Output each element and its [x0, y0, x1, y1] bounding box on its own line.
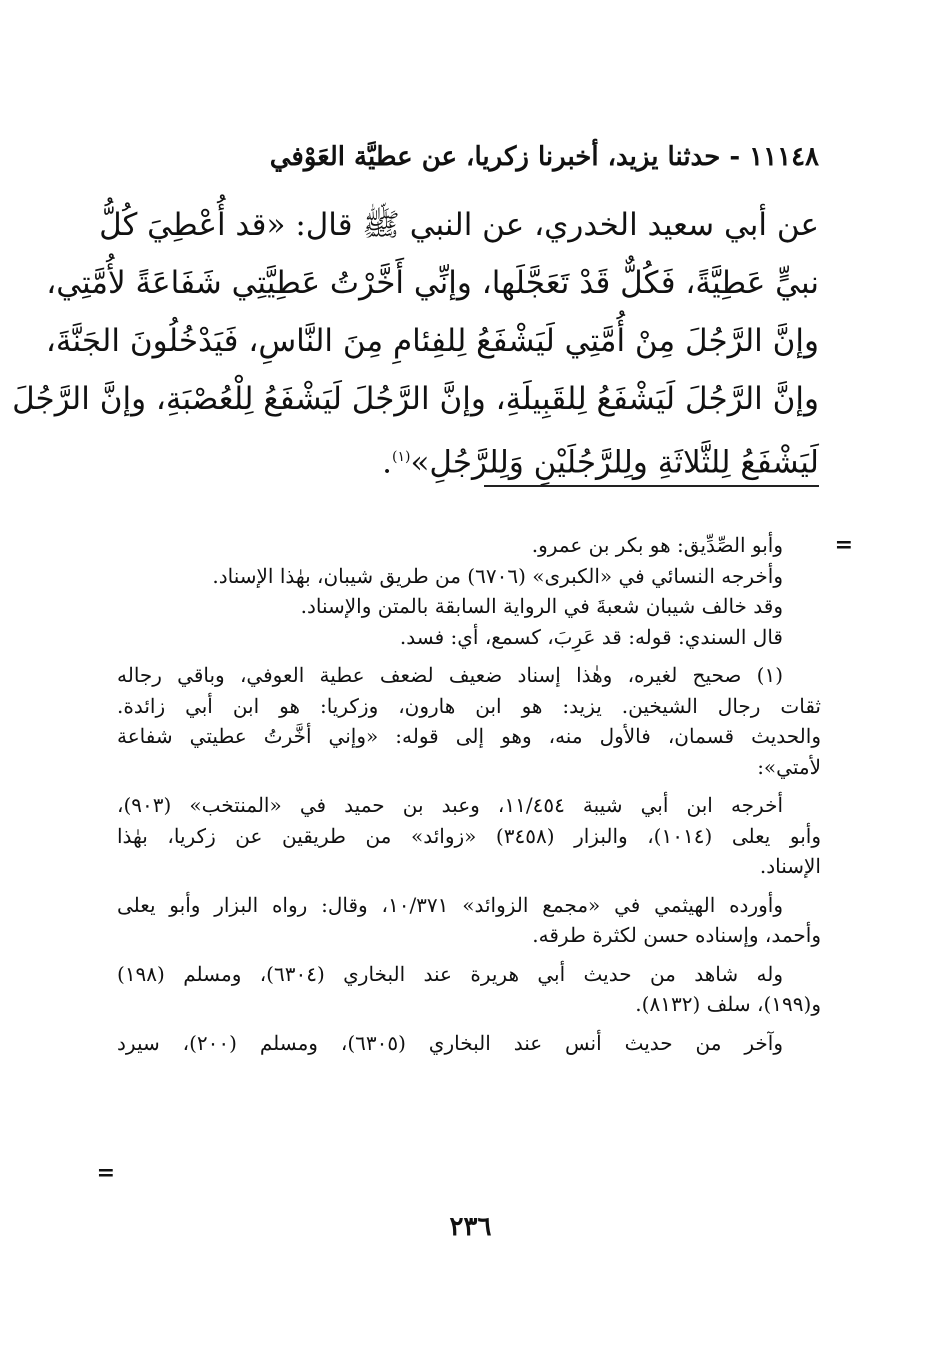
- footnote-line: وآخر من حديث أنس عند البخاري (٦٣٠٥)، ومسلم (٢٠٠)، سيرد: [117, 1030, 783, 1055]
- footnote-line: وقد خالف شيبان شعبةَ في الرواية السابقة بالمتن والإسناد.: [300, 594, 783, 618]
- footnotes-section: [117, 530, 821, 1058]
- footnote-line: أخرجه ابن أبي شيبة ١١/٤٥٤، وعبد بن حميد في «المنتخب» (٩٠٣)،: [117, 793, 783, 817]
- footnote-line: (١) صحيح لغيره، وهٰذا إسناد ضعيف لضعف عطية العوفي، وباقي رجاله: [117, 663, 783, 687]
- footnote-line: ثقات رجال الشيخين. يزيد: هو ابن هارون، وزكريا: هو ابن أبي زائدة.: [117, 693, 822, 718]
- hadith-end-mark: .: [382, 444, 392, 481]
- footnote-line: و(١٩٩)، سلف (٨١٣٢).: [635, 992, 821, 1016]
- hadith-header: ١١١٤٨ - حدثنا يزيد، أخبرنا زكريا، عن عطيَّة العَوْفي: [269, 142, 819, 172]
- footnote-line: الإسناد.: [759, 854, 821, 878]
- paragraph-gap: [117, 652, 821, 660]
- hadith-line: عن أبي سعيد الخدري، عن النبي ﷺ قال: «قد أُعْطِيَ كُلُّ: [99, 207, 819, 243]
- continuation-mark-top: =: [834, 532, 853, 558]
- paragraph-gap: [117, 882, 821, 890]
- footnote-line: وأبو يعلى (١٠١٤)، والبزار (٣٤٥٨) «زوائد» من طريقين عن زكريا، بهٰذا: [117, 823, 821, 848]
- footnote-line: وأحمد، وإسناده حسن لكثرة طرقه.: [532, 923, 821, 947]
- footnote-separator: [484, 485, 819, 487]
- hadith-line-text: لَيَشْفَعُ لِلثَّلاثَةِ ولِلرَّجُلَيْنِ وَلِلرَّجُلِ»: [410, 444, 819, 481]
- footnote-line: وأخرجه النسائي في «الكبرى» (٦٧٠٦) من طريق شيبان، بهٰذا الإسناد.: [212, 563, 783, 588]
- continuation-mark-bottom: =: [96, 1160, 115, 1186]
- hadith-line: نبيٍّ عَطِيَّةً، فَكُلٌّ قَدْ تَعَجَّلَها، وإنِّي أَخَّرْتُ عَطِيَّتِي شَفَاعَةً لأُمَّتِي،: [46, 265, 819, 301]
- footnote-reference: (١): [391, 449, 411, 465]
- paragraph-gap: [117, 782, 821, 790]
- footnote-line: وأورده الهيثمي في «مجمع الزوائد» ١٠/٣٧١، وقال: رواه البزار وأبو يعلى: [117, 892, 783, 917]
- footnote-line: وأبو الصِّدِّيق: هو بكر بن عمرو.: [531, 533, 783, 557]
- hadith-line: وإنَّ الرَّجُلَ مِنْ أُمَّتِي لَيَشْفَعُ لِلفِئامِ مِنَ النَّاسِ، فَيَدْخُلُونَ الجَنَّةَ،: [45, 323, 819, 359]
- footnote-line: وله شاهد من حديث أبي هريرة عند البخاري (٦٣٠٤)، ومسلم (١٩٨): [117, 961, 784, 986]
- paragraph-gap: [117, 1020, 821, 1028]
- hadith-text: [12, 196, 819, 491]
- page-number: ٢٣٦: [449, 1212, 492, 1242]
- hadith-line: وإنَّ الرَّجُلَ لَيَشْفَعُ لِلقَبِيلَةِ، وإنَّ الرَّجُلَ لَيَشْفَعُ لِلْعُصْبَةِ، وإنَّ الرَّجُلَ: [12, 381, 819, 417]
- paragraph-gap: [117, 951, 821, 959]
- hadith-line-last: [119, 428, 819, 491]
- footnote-line: والحديث قسمان، فالأول منه، وهو إلى قوله: «وإني أخَّرتُ عطيتي شفاعة: [117, 724, 821, 748]
- footnote-line: قال السندي: قوله: قد عَرِبَ، كسمع، أي: فسد.: [399, 624, 783, 649]
- footnote-line: لأمتي»:: [757, 754, 821, 779]
